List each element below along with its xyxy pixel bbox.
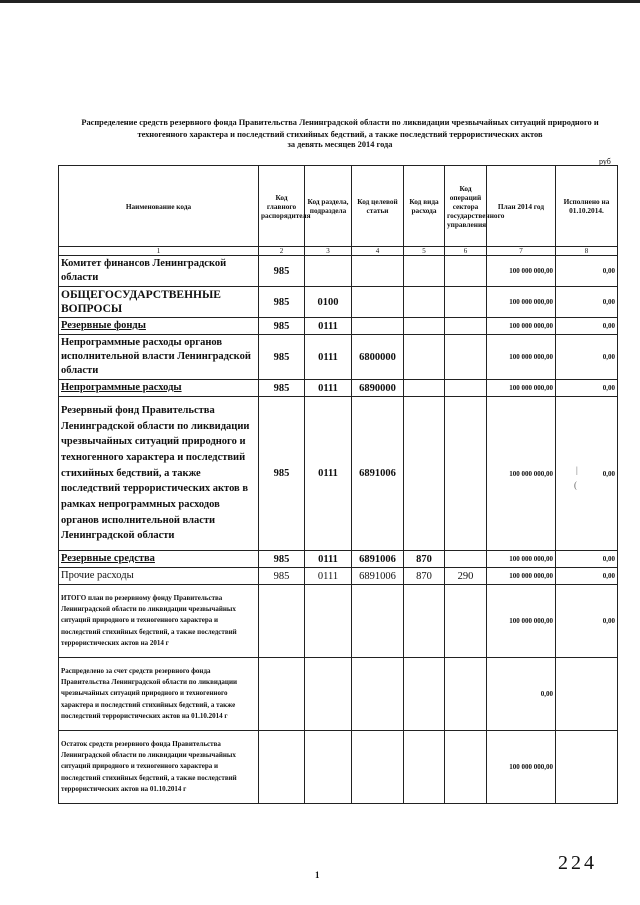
cell-operation-code (445, 287, 487, 318)
header-admin-code: Код главного распорядителя (259, 166, 305, 247)
header-operation-code: Код операций сектора государственного управления (445, 166, 487, 247)
column-number: 5 (404, 247, 445, 256)
header-plan: План 2014 год (487, 166, 556, 247)
cell-executed: 0,00 (556, 335, 618, 380)
row-name: Резервный фонд Правительства Ленинградской области по ликвидации чрезвычайных ситуаций природного и техногенного характера и последствий стихийных бедствий, а также последствий террористических актов в рамках непрограммных расходов органов исполнительной власти Ленинградской области (59, 397, 259, 551)
cell-plan: 0,00 (487, 658, 556, 731)
row-name: ОБЩЕГОСУДАРСТВЕННЫЕ ВОПРОСЫ (59, 287, 259, 318)
cell-plan: 100 000 000,00 (487, 318, 556, 335)
cell-executed: 0,00 (556, 287, 618, 318)
cell-operation-code (445, 658, 487, 731)
reserve-fund-table (58, 165, 618, 804)
row-name: Резервные фонды (59, 318, 259, 335)
table-row (59, 731, 618, 804)
cell-expense-type (404, 318, 445, 335)
cell-executed: 0,00 (556, 585, 618, 658)
table-row (59, 335, 618, 380)
cell-admin-code: 985 (259, 551, 305, 568)
cell-expense-type: 870 (404, 551, 445, 568)
cell-executed: 0,00 (556, 551, 618, 568)
cell-admin-code: 985 (259, 256, 305, 287)
cell-executed (556, 658, 618, 731)
column-number: 8 (556, 247, 618, 256)
cell-admin-code: 985 (259, 568, 305, 585)
table-row (59, 658, 618, 731)
row-name: Непрограммные расходы (59, 380, 259, 397)
cell-target-code (352, 658, 404, 731)
cell-executed: 0,00 (556, 380, 618, 397)
cell-operation-code (445, 380, 487, 397)
cell-target-code (352, 318, 404, 335)
row-name: Непрограммные расходы органов исполнительной власти Ленинградской области (59, 335, 259, 380)
cell-section-code: 0111 (305, 380, 352, 397)
column-number: 1 (59, 247, 259, 256)
cell-admin-code (259, 731, 305, 804)
cell-expense-type (404, 287, 445, 318)
column-number: 3 (305, 247, 352, 256)
cell-target-code (352, 731, 404, 804)
cell-section-code: 0111 (305, 551, 352, 568)
cell-plan: 100 000 000,00 (487, 335, 556, 380)
scan-mark: | (576, 465, 578, 475)
column-number-row (59, 247, 618, 256)
cell-section-code (305, 731, 352, 804)
cell-section-code (305, 256, 352, 287)
header-name: Наименование кода (59, 166, 259, 247)
cell-executed: 0,00 (556, 318, 618, 335)
cell-plan: 100 000 000,00 (487, 380, 556, 397)
cell-operation-code (445, 551, 487, 568)
row-name: ИТОГО план по резервному фонду Правительства Ленинградской области по ликвидации чрезвычайных ситуаций природного и техногенного характера и последствий стихийных бедствий, а также последствий террористических актов на 2014 г (59, 585, 259, 658)
cell-operation-code (445, 318, 487, 335)
header-expense-type: Код вида расхода (404, 166, 445, 247)
cell-executed (556, 731, 618, 804)
cell-admin-code (259, 585, 305, 658)
currency-unit: руб (599, 157, 611, 166)
cell-admin-code: 985 (259, 397, 305, 551)
header-executed: Исполнено на 01.10.2014. (556, 166, 618, 247)
column-number: 4 (352, 247, 404, 256)
table-row (59, 287, 618, 318)
cell-target-code (352, 287, 404, 318)
header-section-code: Код раздела, подраздела (305, 166, 352, 247)
cell-section-code (305, 658, 352, 731)
cell-admin-code: 985 (259, 287, 305, 318)
cell-executed: 0,00 (556, 568, 618, 585)
cell-expense-type (404, 256, 445, 287)
cell-plan: 100 000 000,00 (487, 551, 556, 568)
cell-executed: 0,00 (556, 256, 618, 287)
table-row (59, 256, 618, 287)
table-row (59, 568, 618, 585)
scan-mark: ( (574, 480, 577, 490)
cell-section-code: 0111 (305, 568, 352, 585)
document-title: Распределение средств резервного фонда Правительства Ленинградской области по ликвидации чрезвычайных ситуаций природного и техногенного характера и последствий стихийных бедствий, а также последствий террористических актов (81, 118, 599, 139)
cell-section-code: 0111 (305, 318, 352, 335)
cell-operation-code (445, 585, 487, 658)
table-row (59, 380, 618, 397)
cell-operation-code: 290 (445, 568, 487, 585)
column-number: 7 (487, 247, 556, 256)
cell-expense-type: 870 (404, 568, 445, 585)
table-row (59, 585, 618, 658)
cell-admin-code: 985 (259, 318, 305, 335)
table-row (59, 551, 618, 568)
cell-executed: 0,00 (556, 397, 618, 551)
cell-admin-code (259, 658, 305, 731)
page-number: 1 (315, 870, 320, 880)
cell-operation-code (445, 397, 487, 551)
cell-target-code: 6891006 (352, 551, 404, 568)
cell-admin-code: 985 (259, 335, 305, 380)
row-name: Остаток средств резервного фонда Правительства Ленинградской области по ликвидации чрезвычайных ситуаций природного и техногенного характера и последствий стихийных бедствий, а также последствий террористических актов на 01.10.2014 г (59, 731, 259, 804)
cell-target-code (352, 585, 404, 658)
row-name: Прочие расходы (59, 568, 259, 585)
cell-plan: 100 000 000,00 (487, 397, 556, 551)
document-period: за девять месяцев 2014 года (287, 140, 393, 149)
cell-section-code: 0111 (305, 335, 352, 380)
cell-expense-type (404, 731, 445, 804)
cell-expense-type (404, 397, 445, 551)
header-target-code: Код целевой статьи (352, 166, 404, 247)
scan-top-border (0, 0, 640, 3)
cell-target-code (352, 256, 404, 287)
cell-target-code: 6891006 (352, 397, 404, 551)
page-stamp-number: 224 (558, 852, 597, 874)
cell-plan: 100 000 000,00 (487, 568, 556, 585)
cell-expense-type (404, 585, 445, 658)
cell-operation-code (445, 256, 487, 287)
cell-expense-type (404, 658, 445, 731)
table-row (59, 397, 618, 551)
cell-plan: 100 000 000,00 (487, 731, 556, 804)
cell-plan: 100 000 000,00 (487, 585, 556, 658)
column-number: 6 (445, 247, 487, 256)
table-header-row (59, 166, 618, 247)
column-number: 2 (259, 247, 305, 256)
cell-operation-code (445, 731, 487, 804)
cell-plan: 100 000 000,00 (487, 256, 556, 287)
row-name: Комитет финансов Ленинградской области (59, 256, 259, 287)
cell-target-code: 6891006 (352, 568, 404, 585)
cell-admin-code: 985 (259, 380, 305, 397)
cell-target-code: 6890000 (352, 380, 404, 397)
cell-plan: 100 000 000,00 (487, 287, 556, 318)
table-row (59, 318, 618, 335)
cell-section-code (305, 585, 352, 658)
cell-target-code: 6800000 (352, 335, 404, 380)
row-name: Резервные средства (59, 551, 259, 568)
cell-expense-type (404, 380, 445, 397)
row-name: Распределено за счет средств резервного фонда Правительства Ленинградской области по ликвидации чрезвычайных ситуаций природного и техногенного характера и последствий стихийных бедствий, а также последствий террористических актов на 01.10.2014 г (59, 658, 259, 731)
cell-section-code: 0111 (305, 397, 352, 551)
cell-operation-code (445, 335, 487, 380)
cell-section-code: 0100 (305, 287, 352, 318)
cell-expense-type (404, 335, 445, 380)
